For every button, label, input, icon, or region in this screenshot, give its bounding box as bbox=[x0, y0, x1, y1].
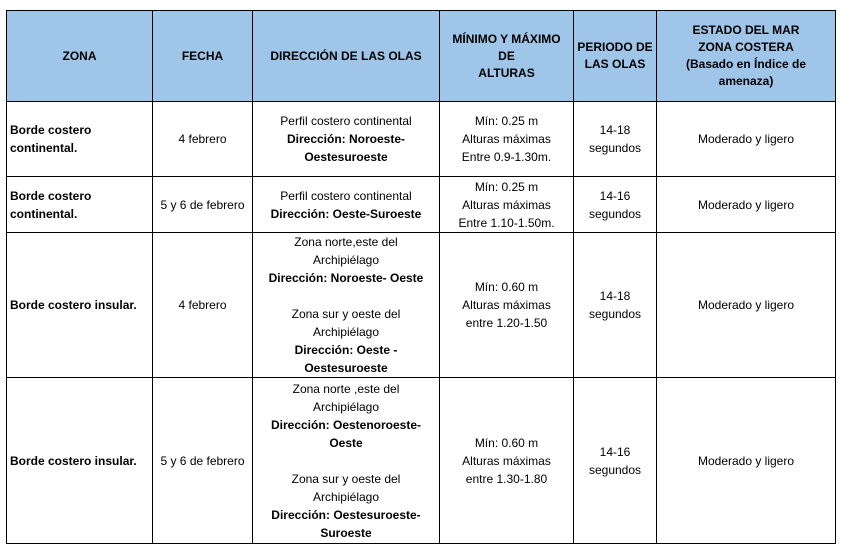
header-row bbox=[7, 11, 836, 102]
header-zona: ZONA bbox=[7, 11, 153, 102]
table-row bbox=[7, 233, 836, 378]
header-alturas: MÍNIMO Y MÁXIMO DE ALTURAS bbox=[440, 11, 574, 102]
periodo-cell: 14-16 segundos bbox=[574, 378, 657, 544]
estado-cell: Moderado y ligero bbox=[657, 233, 836, 378]
periodo-cell: 14-18 segundos bbox=[574, 102, 657, 177]
direccion-cell: Zona norte,este del Archipiélago Dirección: Noroeste- Oeste Zona sur y oeste del Archipiélago Dirección: Oeste - Oestesuroeste bbox=[253, 233, 440, 378]
estado-cell: Moderado y ligero bbox=[657, 378, 836, 544]
wave-forecast-table bbox=[6, 10, 836, 544]
estado-cell: Moderado y ligero bbox=[657, 177, 836, 233]
zona-cell: Borde costero insular. bbox=[7, 233, 153, 378]
table-row bbox=[7, 177, 836, 233]
direccion-cell: Zona norte ,este del Archipiélago Dirección: Oestenoroeste- Oeste Zona sur y oeste del Archipiélago Dirección: Oestesuroeste- Suroeste bbox=[253, 378, 440, 544]
fecha-cell: 4 febrero bbox=[153, 102, 253, 177]
header-direccion: DIRECCIÓN DE LAS OLAS bbox=[253, 11, 440, 102]
zona-cell: Borde costero continental. bbox=[7, 102, 153, 177]
periodo-cell: 14-18 segundos bbox=[574, 233, 657, 378]
alturas-cell: Mín: 0.60 m Alturas máximas entre 1.20-1.50 bbox=[440, 233, 574, 378]
table-row bbox=[7, 102, 836, 177]
header-periodo: PERIODO DE LAS OLAS bbox=[574, 11, 657, 102]
estado-cell: Moderado y ligero bbox=[657, 102, 836, 177]
alturas-cell: Mín: 0.60 m Alturas máximas entre 1.30-1.80 bbox=[440, 378, 574, 544]
fecha-cell: 5 y 6 de febrero bbox=[153, 177, 253, 233]
alturas-cell: Mín: 0.25 m Alturas máximas Entre 1.10-1.50m. bbox=[440, 177, 574, 233]
periodo-cell: 14-16 segundos bbox=[574, 177, 657, 233]
zona-cell: Borde costero insular. bbox=[7, 378, 153, 544]
table-row bbox=[7, 378, 836, 544]
header-estado: ESTADO DEL MAR ZONA COSTERA (Basado en Índice de amenaza) bbox=[657, 11, 836, 102]
direccion-cell: Perfil costero continental Dirección: Noroeste- Oestesuroeste bbox=[253, 102, 440, 177]
fecha-cell: 4 febrero bbox=[153, 233, 253, 378]
direccion-cell: Perfil costero continental Dirección: Oeste-Suroeste bbox=[253, 177, 440, 233]
alturas-cell: Mín: 0.25 m Alturas máximas Entre 0.9-1.30m. bbox=[440, 102, 574, 177]
header-fecha: FECHA bbox=[153, 11, 253, 102]
fecha-cell: 5 y 6 de febrero bbox=[153, 378, 253, 544]
zona-cell: Borde costero continental. bbox=[7, 177, 153, 233]
